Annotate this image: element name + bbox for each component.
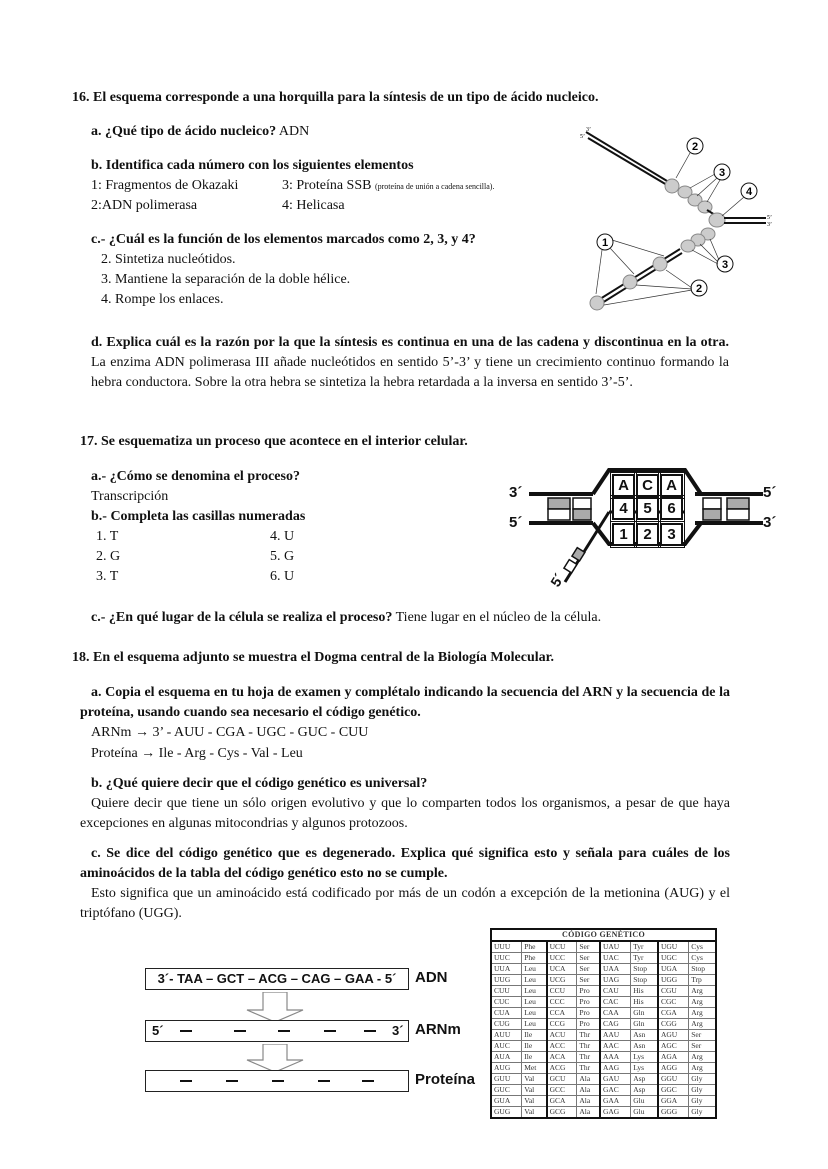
table-row [491, 1063, 716, 1074]
q16a [91, 122, 309, 142]
amino-acid-cell: Thr [577, 1063, 600, 1074]
amino-acid-cell: Ile [522, 1030, 547, 1041]
codon-cell: GAG [600, 1107, 631, 1119]
dna-sequence-box: 3´- TAA – GCT – ACG – CAG – GAA - 5´ [145, 968, 409, 990]
table-row [491, 1030, 716, 1041]
codon-cell: CGU [658, 986, 689, 997]
codon-cell: UCA [547, 964, 577, 975]
coding-box-1: 1 [612, 523, 635, 546]
codon-cell: ACA [547, 1052, 577, 1063]
codon-cell: GUC [491, 1085, 522, 1096]
genetic-code-body [491, 941, 716, 1118]
transcription-diagram [505, 462, 785, 592]
amino-acid-cell: Phe [522, 953, 547, 964]
codon-cell: GUG [491, 1107, 522, 1119]
q16d-question: d. Explica cuál es la razón por la que la síntesis es continua en una de las cadena y discontinua en la otra. [91, 335, 729, 350]
codon-cell: AAA [600, 1052, 631, 1063]
amino-acid-cell: Val [522, 1107, 547, 1119]
table-row [491, 1085, 716, 1096]
codon-cell: UGG [658, 975, 689, 986]
amino-acid-cell: Gly [689, 1096, 716, 1107]
table-row [491, 986, 716, 997]
amino-acid-cell: Pro [577, 997, 600, 1008]
codon-cell: GGG [658, 1107, 689, 1119]
amino-acid-cell: Gln [631, 1008, 658, 1019]
codon-cell: GUA [491, 1096, 522, 1107]
amino-acid-cell: Asp [631, 1085, 658, 1096]
codon-cell: UAC [600, 953, 631, 964]
central-dogma-diagram [145, 964, 485, 1099]
codon-cell: UCG [547, 975, 577, 986]
codon-cell: AUA [491, 1052, 522, 1063]
mrna-3prime: 3´ [392, 1023, 404, 1038]
codon-cell: UUG [491, 975, 522, 986]
amino-acid-cell: Asn [631, 1041, 658, 1052]
coding-box-2: 2 [636, 523, 659, 546]
table-row [491, 1107, 716, 1119]
amino-acid-cell: Gln [631, 1019, 658, 1030]
codon-cell: CCC [547, 997, 577, 1008]
template-box-a2: A [660, 474, 683, 497]
amino-acid-cell: Ile [522, 1052, 547, 1063]
svg-text:3’: 3’ [586, 127, 591, 133]
q17b-answer-6: 6. U [270, 569, 295, 584]
table-row [491, 964, 716, 975]
amino-acid-cell: Glu [631, 1096, 658, 1107]
amino-acid-cell: Met [522, 1063, 547, 1074]
q16c-answer-2: 2. Sintetiza nucleótidos. [101, 252, 236, 267]
codon-cell: CGG [658, 1019, 689, 1030]
amino-acid-cell: Glu [631, 1107, 658, 1119]
q16d-answer: La enzima ADN polimerasa III añade nucleótidos en sentido 5’-3’ y tiene un crecimiento continuo formando la hebra conductora. Sobre la otra hebra se sintetiza la hebra retardada a la inversa en sentido 3’-5’. [91, 355, 729, 390]
amino-acid-cell: Gly [689, 1074, 716, 1085]
table-row [491, 1008, 716, 1019]
amino-acid-cell: Ser [577, 953, 600, 964]
amino-acid-cell: Ser [577, 941, 600, 953]
q17b-question: b.- Completa las casillas numeradas [91, 509, 306, 524]
table-row [491, 997, 716, 1008]
codon-cell: ACG [547, 1063, 577, 1074]
q17c-answer: Tiene lugar en el núcleo de la célula. [392, 610, 602, 625]
codon-cell: UGA [658, 964, 689, 975]
codon-cell: GAU [600, 1074, 631, 1085]
table-row [491, 1019, 716, 1030]
codon-cell: CAU [600, 986, 631, 997]
codon-cell: UUA [491, 964, 522, 975]
amino-acid-cell: Pro [577, 986, 600, 997]
q16a-answer: ADN [276, 124, 310, 139]
q17-title: 17. Se esquematiza un proceso que acontece en el interior celular. [80, 434, 468, 449]
codon-cell: CAA [600, 1008, 631, 1019]
amino-acid-cell: Gly [689, 1085, 716, 1096]
q16b-item-3-text: 3: Proteína SSB [282, 178, 372, 193]
svg-text:5’: 5’ [767, 215, 772, 221]
svg-text:1: 1 [601, 237, 609, 249]
amino-acid-cell: Arg [689, 1019, 716, 1030]
table-row [491, 953, 716, 964]
q17b-answer-1: 1. T [96, 529, 119, 544]
q18b-answer: Quiere decir que tiene un sólo origen evolutivo y que lo comparten todos los organismos, a pesar de que haya excepciones en algunas mitocondrias y algunos protozoos. [80, 796, 730, 831]
amino-acid-cell: Leu [522, 964, 547, 975]
q18a-arn: ARNm → 3’ - AUU - CGA - UGC - GUC - CUU [91, 725, 369, 740]
label-rna-5prime: 5´ [547, 570, 568, 590]
codon-cell: GGA [658, 1096, 689, 1107]
q17c-question: c.- ¿En qué lugar de la célula se realiza el proceso? [91, 610, 393, 625]
q18a-protein: Proteína → Ile - Arg - Cys - Val - Leu [91, 746, 303, 761]
table-row [491, 941, 716, 953]
codon-cell: AGA [658, 1052, 689, 1063]
q17a-question: a.- ¿Cómo se denomina el proceso? [91, 469, 300, 484]
amino-acid-cell: Tyr [631, 953, 658, 964]
replication-fork-diagram [572, 122, 792, 317]
amino-acid-cell: Stop [631, 964, 658, 975]
protein-box [145, 1070, 409, 1092]
q16b-item-4: 4: Helicasa [282, 198, 345, 213]
codon-cell: GUU [491, 1074, 522, 1085]
amino-acid-cell: Gly [689, 1107, 716, 1119]
mrna-5prime: 5´ [152, 1023, 164, 1038]
amino-acid-cell: Stop [631, 975, 658, 986]
amino-acid-cell: Leu [522, 986, 547, 997]
genetic-code-title: CÓDIGO GENÉTICO [491, 929, 716, 941]
protein-label: Proteína [415, 1071, 476, 1088]
amino-acid-cell: Ser [577, 964, 600, 975]
codon-cell: GCG [547, 1107, 577, 1119]
arrow-down-icon [245, 1044, 305, 1072]
codon-cell: CCU [547, 986, 577, 997]
codon-cell: UAA [600, 964, 631, 975]
codon-cell: AUG [491, 1063, 522, 1074]
label-3prime-left: 3´ [509, 484, 523, 501]
amino-acid-cell: Ala [577, 1085, 600, 1096]
codon-cell: AAU [600, 1030, 631, 1041]
rna-box-5: 5 [636, 497, 659, 520]
q18-title: 18. En el esquema adjunto se muestra el Dogma central de la Biología Molecular. [72, 650, 555, 665]
svg-text:4: 4 [745, 186, 753, 198]
amino-acid-cell: Thr [577, 1030, 600, 1041]
arrow-down-icon [245, 992, 305, 1022]
amino-acid-cell: Arg [689, 1063, 716, 1074]
codon-cell: CAG [600, 1019, 631, 1030]
codon-cell: AAC [600, 1041, 631, 1052]
codon-cell: CGC [658, 997, 689, 1008]
svg-text:3: 3 [721, 259, 729, 271]
codon-cell: AUC [491, 1041, 522, 1052]
table-row [491, 975, 716, 986]
amino-acid-cell: Arg [689, 1008, 716, 1019]
amino-acid-cell: Trp [689, 975, 716, 986]
codon-cell: CCA [547, 1008, 577, 1019]
codon-cell: AGU [658, 1030, 689, 1041]
amino-acid-cell: Leu [522, 997, 547, 1008]
svg-text:2: 2 [695, 283, 703, 295]
codon-cell: AGC [658, 1041, 689, 1052]
amino-acid-cell: Ala [577, 1107, 600, 1119]
amino-acid-cell: Pro [577, 1008, 600, 1019]
codon-cell: ACU [547, 1030, 577, 1041]
amino-acid-cell: Pro [577, 1019, 600, 1030]
q16b-item-3-note: (proteína de unión a cadena sencilla). [374, 182, 495, 191]
q16d [91, 333, 729, 393]
amino-acid-cell: Arg [689, 986, 716, 997]
amino-acid-cell: His [631, 986, 658, 997]
q16c-question: c.- ¿Cuál es la función de los elementos marcados como 2, 3, y 4? [91, 232, 476, 247]
codon-cell: UCC [547, 953, 577, 964]
codon-cell: CGA [658, 1008, 689, 1019]
codon-cell: UAU [600, 941, 631, 953]
table-row [491, 1052, 716, 1063]
amino-acid-cell: Val [522, 1085, 547, 1096]
codon-cell: ACC [547, 1041, 577, 1052]
rna-box-4: 4 [612, 497, 635, 520]
amino-acid-cell: Ser [689, 1041, 716, 1052]
codon-cell: GCA [547, 1096, 577, 1107]
amino-acid-cell: Cys [689, 941, 716, 953]
codon-cell: GAA [600, 1096, 631, 1107]
coding-box-3: 3 [660, 523, 683, 546]
table-row [491, 1041, 716, 1052]
label-3prime-right: 3´ [763, 514, 777, 531]
q17c [91, 608, 601, 628]
codon-cell: CUC [491, 997, 522, 1008]
q16a-question: a. ¿Qué tipo de ácido nucleico? [91, 124, 277, 139]
amino-acid-cell: Ala [577, 1074, 600, 1085]
q16-title: 16. El esquema corresponde a una horquilla para la síntesis de un tipo de ácido nucleico. [72, 90, 599, 105]
q16b-item-1: 1: Fragmentos de Okazaki [91, 178, 239, 193]
rna-box-6: 6 [660, 497, 683, 520]
svg-text:3: 3 [718, 167, 726, 179]
dna-label: ADN [415, 969, 448, 986]
codon-cell: GGC [658, 1085, 689, 1096]
codon-cell: UUU [491, 941, 522, 953]
amino-acid-cell: Lys [631, 1052, 658, 1063]
codon-cell: CAC [600, 997, 631, 1008]
codon-cell: CCG [547, 1019, 577, 1030]
codon-cell: UCU [547, 941, 577, 953]
mrna-box [145, 1020, 409, 1042]
amino-acid-cell: His [631, 997, 658, 1008]
amino-acid-cell: Thr [577, 1041, 600, 1052]
q17b-answer-4: 4. U [270, 529, 295, 544]
svg-text:3’: 3’ [767, 222, 772, 228]
q16c-answer-4: 4. Rompe los enlaces. [101, 292, 224, 307]
amino-acid-cell: Leu [522, 975, 547, 986]
codon-cell: UUC [491, 953, 522, 964]
amino-acid-cell: Arg [689, 1052, 716, 1063]
q16b-item-3 [282, 176, 494, 197]
label-5prime-left: 5´ [509, 514, 523, 531]
codon-cell: UGU [658, 941, 689, 953]
svg-text:5’: 5’ [580, 134, 585, 140]
q18b-question: b. ¿Qué quiere decir que el código genético es universal? [91, 776, 428, 791]
amino-acid-cell: Asn [631, 1030, 658, 1041]
codon-cell: AGG [658, 1063, 689, 1074]
q17b-answer-3: 3. T [96, 569, 119, 584]
codon-cell: GCC [547, 1085, 577, 1096]
codon-cell: UGC [658, 953, 689, 964]
codon-cell: GAC [600, 1085, 631, 1096]
codon-cell: CUU [491, 986, 522, 997]
amino-acid-cell: Ser [577, 975, 600, 986]
amino-acid-cell: Leu [522, 1019, 547, 1030]
amino-acid-cell: Asp [631, 1074, 658, 1085]
amino-acid-cell: Lys [631, 1063, 658, 1074]
q16b-item-2: 2:ADN polimerasa [91, 198, 198, 213]
amino-acid-cell: Leu [522, 1008, 547, 1019]
q18c-answer: Esto significa que un aminoácido está codificado por más de un codón a excepción de la metionina (AUG) y el triptófano (UGG). [80, 886, 730, 921]
codon-cell: GCU [547, 1074, 577, 1085]
q18a-question: a. Copia el esquema en tu hoja de examen y complétalo indicando la secuencia del ARN y la secuencia de la proteína, usando cuando sea necesario el código genético. [80, 685, 730, 720]
amino-acid-cell: Stop [689, 964, 716, 975]
codon-cell: CUA [491, 1008, 522, 1019]
q17b-answer-2: 2. G [96, 549, 121, 564]
q16b-question: b. Identifica cada número con los siguientes elementos [91, 158, 414, 173]
amino-acid-cell: Tyr [631, 941, 658, 953]
label-5prime-right: 5´ [763, 484, 777, 501]
q18c-question: c. Se dice del código genético que es degenerado. Explica qué significa esto y señala para cuáles de los aminoácidos de la tabla del código genético esto no se cumple. [80, 846, 730, 881]
template-box-a1: A [612, 474, 635, 497]
table-row [491, 1096, 716, 1107]
q16c-answer-3: 3. Mantiene la separación de la doble hélice. [101, 272, 351, 287]
codon-cell: GGU [658, 1074, 689, 1085]
amino-acid-cell: Val [522, 1074, 547, 1085]
mrna-label: ARNm [415, 1021, 461, 1038]
amino-acid-cell: Arg [689, 997, 716, 1008]
amino-acid-cell: Val [522, 1096, 547, 1107]
codon-cell: AUU [491, 1030, 522, 1041]
q17b-answer-5: 5. G [270, 549, 295, 564]
codon-cell: CUG [491, 1019, 522, 1030]
amino-acid-cell: Ala [577, 1096, 600, 1107]
amino-acid-cell: Thr [577, 1052, 600, 1063]
template-box-c: C [636, 474, 659, 497]
amino-acid-cell: Ile [522, 1041, 547, 1052]
amino-acid-cell: Ser [689, 1030, 716, 1041]
codon-cell: UAG [600, 975, 631, 986]
fork-label-2a: 2 [691, 141, 699, 153]
table-row [491, 1074, 716, 1085]
q17a-answer: Transcripción [91, 489, 169, 504]
codon-cell: AAG [600, 1063, 631, 1074]
amino-acid-cell: Phe [522, 941, 547, 953]
amino-acid-cell: Cys [689, 953, 716, 964]
genetic-code-table [490, 928, 717, 1119]
